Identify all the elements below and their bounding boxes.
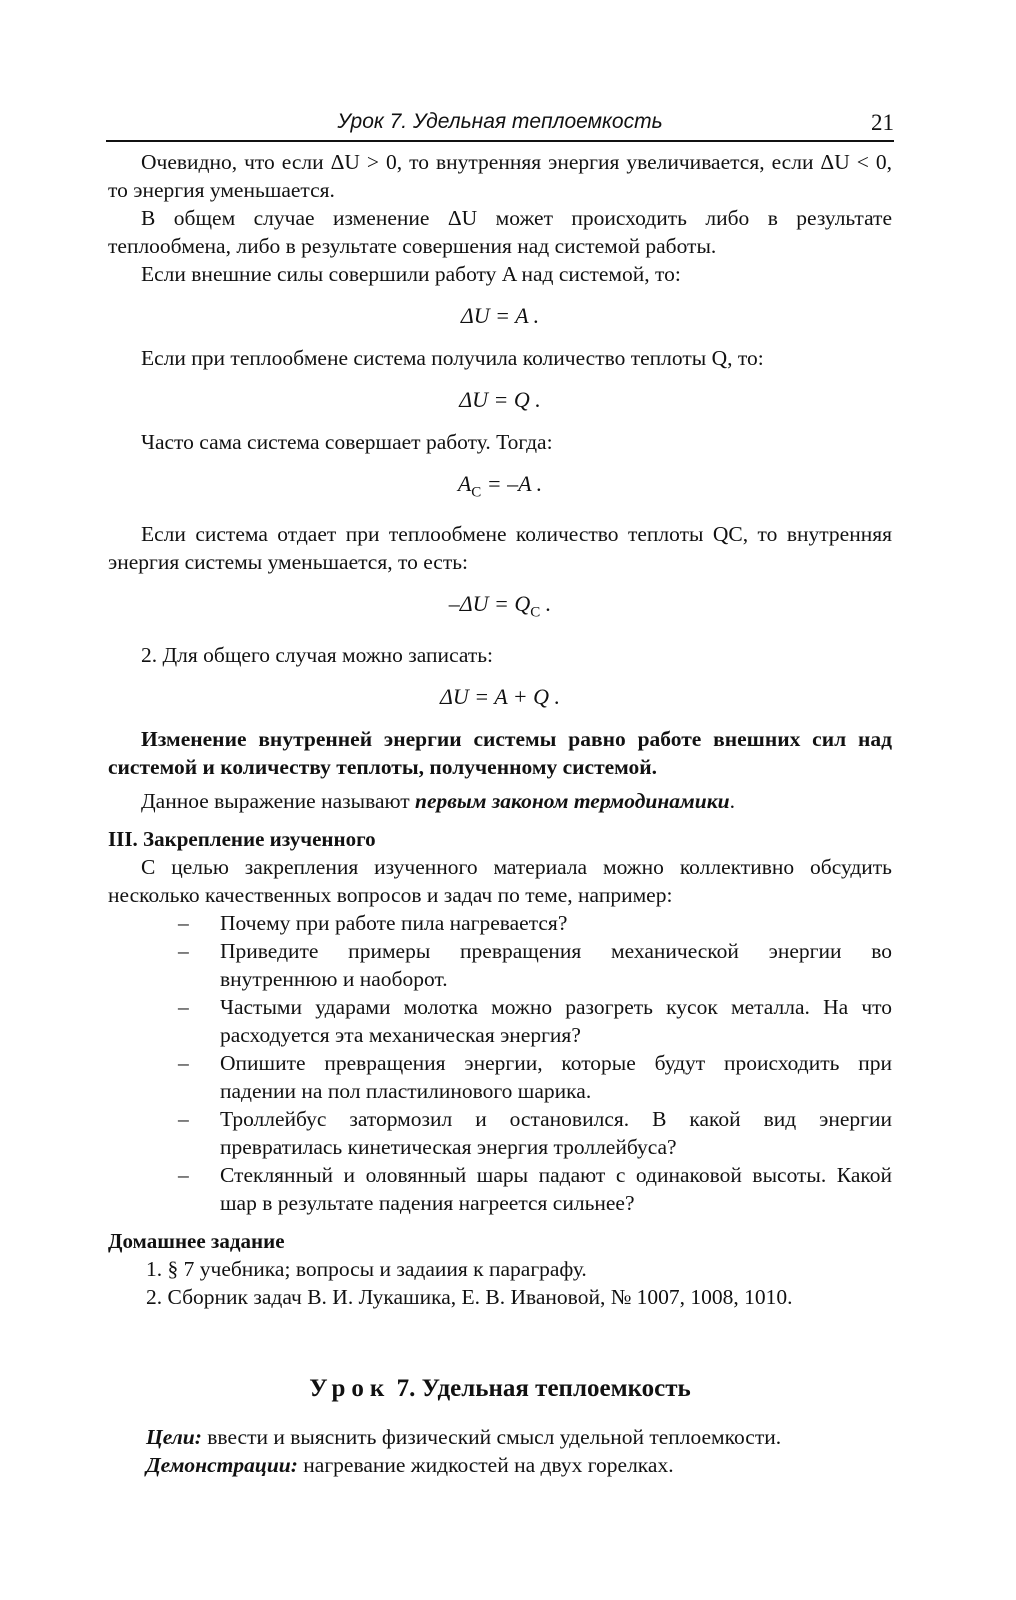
demo-label: Демонстрации: [146,1452,298,1477]
formula-ac-rest: = –A . [481,471,543,496]
homework-title: Домашнее задание [108,1228,285,1253]
question-text: Троллейбус затормозил и остановился. В какой вид энергии превратилась кинетическая энергия троллейбуса? [220,1106,892,1159]
paragraph-general-formula: 2. Для общего случая можно записать: [141,642,494,667]
list-item [108,1105,892,1161]
question-list [108,909,892,1217]
list-item [108,937,892,993]
formula-first-law: ΔU = A + Q . [439,683,561,709]
lesson-title-rest: 7. Удельная теплоемкость [390,1374,691,1402]
law-name-suffix: . [729,788,735,813]
question-text: Почему при работе пила нагревается? [220,910,568,935]
paragraph-delta-u-sign: Очевидно, что если ΔU > 0, то внутренняя энергия увеличивается, если ΔU < 0, то энергия уменьшается. [108,150,892,202]
page-header [106,104,894,142]
dash-bullet: – [178,1162,189,1187]
law-name-prefix: Данное выражение называют [141,788,416,813]
formula-minus-du-sub: C [530,604,541,621]
homework-list [108,1255,892,1311]
lesson-title-word: Урок [309,1374,391,1402]
lesson-goals [108,1423,892,1451]
section-reinforcement-title: III. Закрепление изученного [108,826,376,851]
paragraph-heat-case: Если при теплообмене система получила количество теплоты Q, то: [141,346,764,370]
lesson-demonstrations [108,1451,892,1479]
question-text: Стеклянный и оловянный шары падают с одинаковой высоты. Какой шар в результате падения нагреется сильнее? [220,1162,892,1215]
list-item [108,1161,892,1217]
formula-du-q: ΔU = Q . [459,387,541,412]
dash-bullet: – [178,910,189,935]
formula-ac-sub: C [471,484,482,501]
lesson-title [108,1373,892,1405]
dash-bullet: – [178,1106,189,1131]
question-text: Опишите превращения энергии, которые будут происходить при падении на пол пластилинового шарика. [220,1050,892,1103]
formula-minus-du-main: –ΔU = Q [448,591,531,617]
list-item [108,909,892,937]
goals-text: ввести и выяснить физический смысл удельной теплоемкости. [201,1424,782,1449]
dash-bullet: – [178,1050,189,1075]
paragraph-heat-given: Если система отдает при теплообмене количество теплоты QC, то внутренняя энергия системы уменьшается, то есть: [108,522,892,575]
dash-bullet: – [178,994,189,1019]
law-name-emphasis: первым законом термодинамики [415,788,730,813]
dash-bullet: – [178,938,189,963]
question-text: Приведите примеры превращения механической энергии во внутреннюю и наоборот. [220,938,892,991]
list-item [108,1049,892,1105]
paragraph-law-statement: Изменение внутренней энергии системы равно работе внешних сил над системой и количеству теплоты, полученному системой. [108,726,892,779]
formula-du-a: ΔU = A . [460,303,540,328]
formula-minus-du [108,590,892,626]
goals-label: Цели: [146,1424,202,1449]
list-item [108,993,892,1049]
paragraph-general-case: В общем случае изменение ΔU может происходить либо в результате теплообмена, либо в результате совершения над системой работы. [108,206,892,258]
running-title: Урок 7. Удельная теплоемкость [337,110,663,133]
paragraph-law-name [108,787,892,815]
formula-minus-du-rest: . [540,591,552,617]
section-reinforcement-intro: С целью закрепления изученного материала можно коллективно обсудить несколько качественных вопросов и задач по теме, например: [108,854,892,907]
question-text: Частыми ударами молотка можно разогреть кусок металла. На что расходуется эта механическая энергия? [220,994,892,1047]
formula-ac-main: A [457,471,472,496]
page-number: 21 [871,110,894,135]
demo-text: нагревание жидкостей на двух горелках. [297,1452,674,1477]
homework-item: 2. Сборник задач В. И. Лукашика, Е. В. Ивановой, № 1007, 1008, 1010. [146,1284,793,1309]
formula-ac [108,470,892,506]
document-page [108,104,892,1479]
paragraph-work-case: Если внешние силы совершили работу A над системой, то: [141,262,681,286]
paragraph-system-work: Часто сама система совершает работу. Тогда: [141,430,553,454]
homework-item: 1. § 7 учебника; вопросы и задаиия к параграфу. [146,1256,587,1281]
